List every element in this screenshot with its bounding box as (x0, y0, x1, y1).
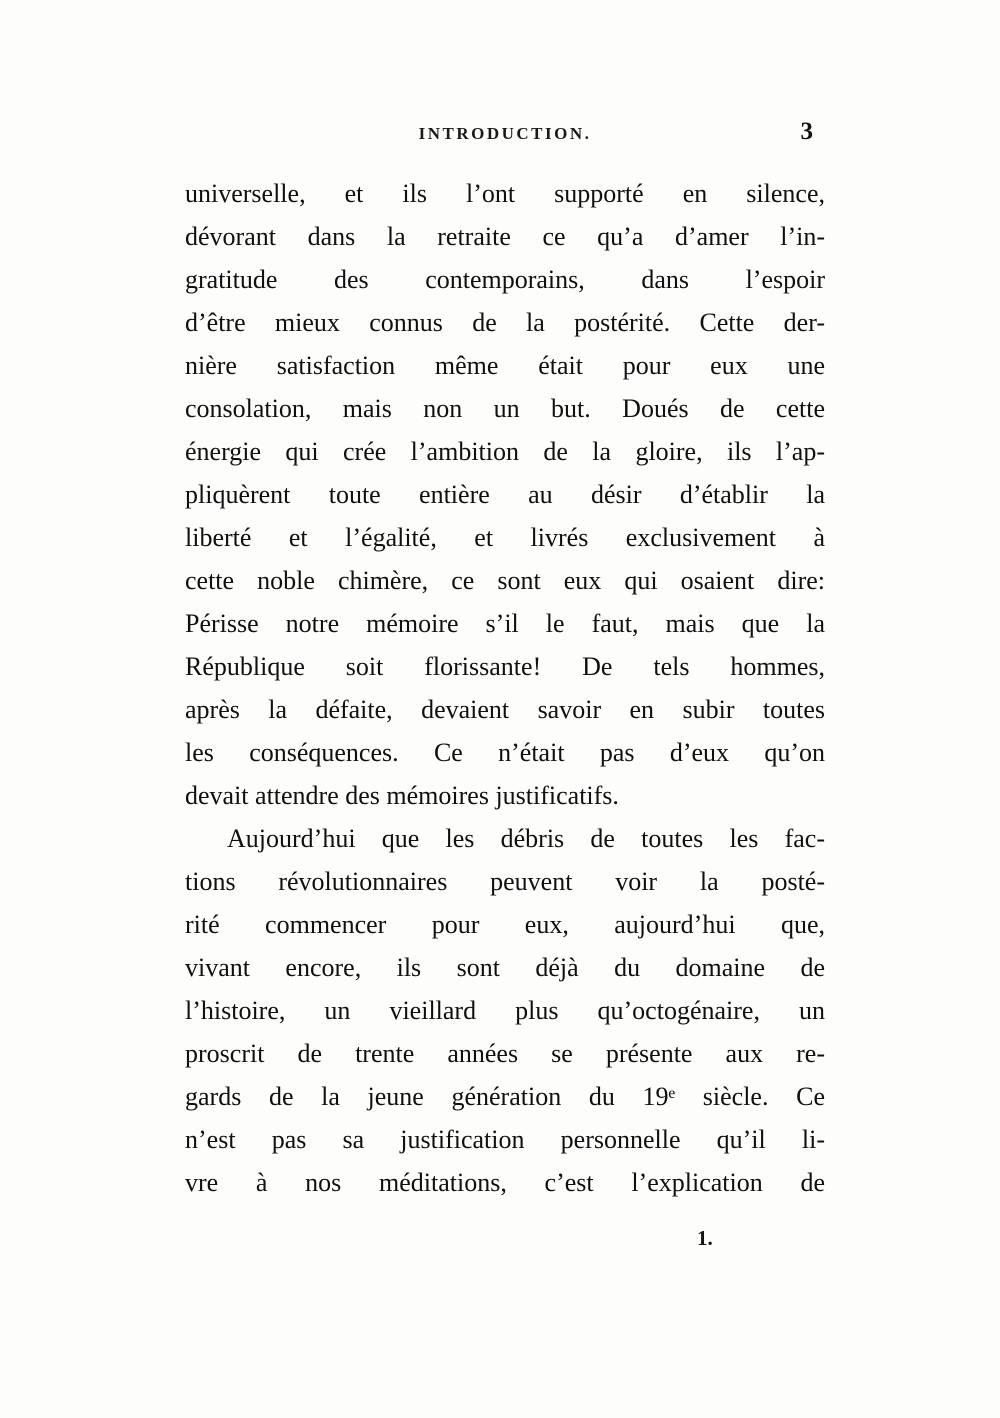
text-line: dévorant dans la retraite ce qu’a d’amer l’in- (185, 222, 825, 251)
text-line-paragraph-start: Aujourd’hui que les débris de toutes les fac- (227, 824, 825, 853)
text-line: rité commencer pour eux, aujourd’hui que, (185, 910, 825, 939)
text-line: n’est pas sa justification personnelle qu’il li- (185, 1125, 825, 1154)
text-line: l’histoire, un vieillard plus qu’octogénaire, un (185, 996, 825, 1025)
text-line: vivant encore, ils sont déjà du domaine de (185, 953, 825, 982)
text-line: après la défaite, devaient savoir en subir toutes (185, 695, 825, 724)
text-line: d’être mieux connus de la postérité. Cette der- (185, 308, 825, 337)
text-line: consolation, mais non un but. Doués de cette (185, 394, 825, 423)
text-line: République soit florissante! De tels hommes, (185, 652, 825, 681)
text-block (185, 118, 825, 1197)
text-line: liberté et l’égalité, et livrés exclusivement à (185, 523, 825, 552)
page-header (185, 118, 825, 164)
text-line: tions révolutionnaires peuvent voir la posté- (185, 867, 825, 896)
text-line: cette noble chimère, ce sont eux qui osaient dire: (185, 566, 825, 595)
text-line: les conséquences. Ce n’était pas d’eux qu’on (185, 738, 825, 767)
text-line: énergie qui crée l’ambition de la gloire, ils l’ap- (185, 437, 825, 466)
text-line: gards de la jeune génération du 19ᵉ siècle. Ce (185, 1082, 825, 1111)
text-line: pliquèrent toute entière au désir d’établir la (185, 480, 825, 509)
running-title: INTRODUCTION. (418, 124, 592, 143)
text-line: Périsse notre mémoire s’il le faut, mais que la (185, 609, 825, 638)
text-line: vre à nos méditations, c’est l’explication de (185, 1168, 825, 1197)
text-line: gratitude des contemporains, dans l’espoir (185, 265, 825, 294)
text-line-paragraph-end: devait attendre des mémoires justificatifs. (185, 781, 619, 810)
text-line: nière satisfaction même était pour eux une (185, 351, 825, 380)
body-text (185, 172, 825, 1204)
text-line: proscrit de trente années se présente aux re- (185, 1039, 825, 1068)
text-line: universelle, et ils l’ont supporté en silence, (185, 179, 825, 208)
page-number: 3 (800, 118, 813, 145)
signature-mark: 1. (697, 1226, 713, 1250)
